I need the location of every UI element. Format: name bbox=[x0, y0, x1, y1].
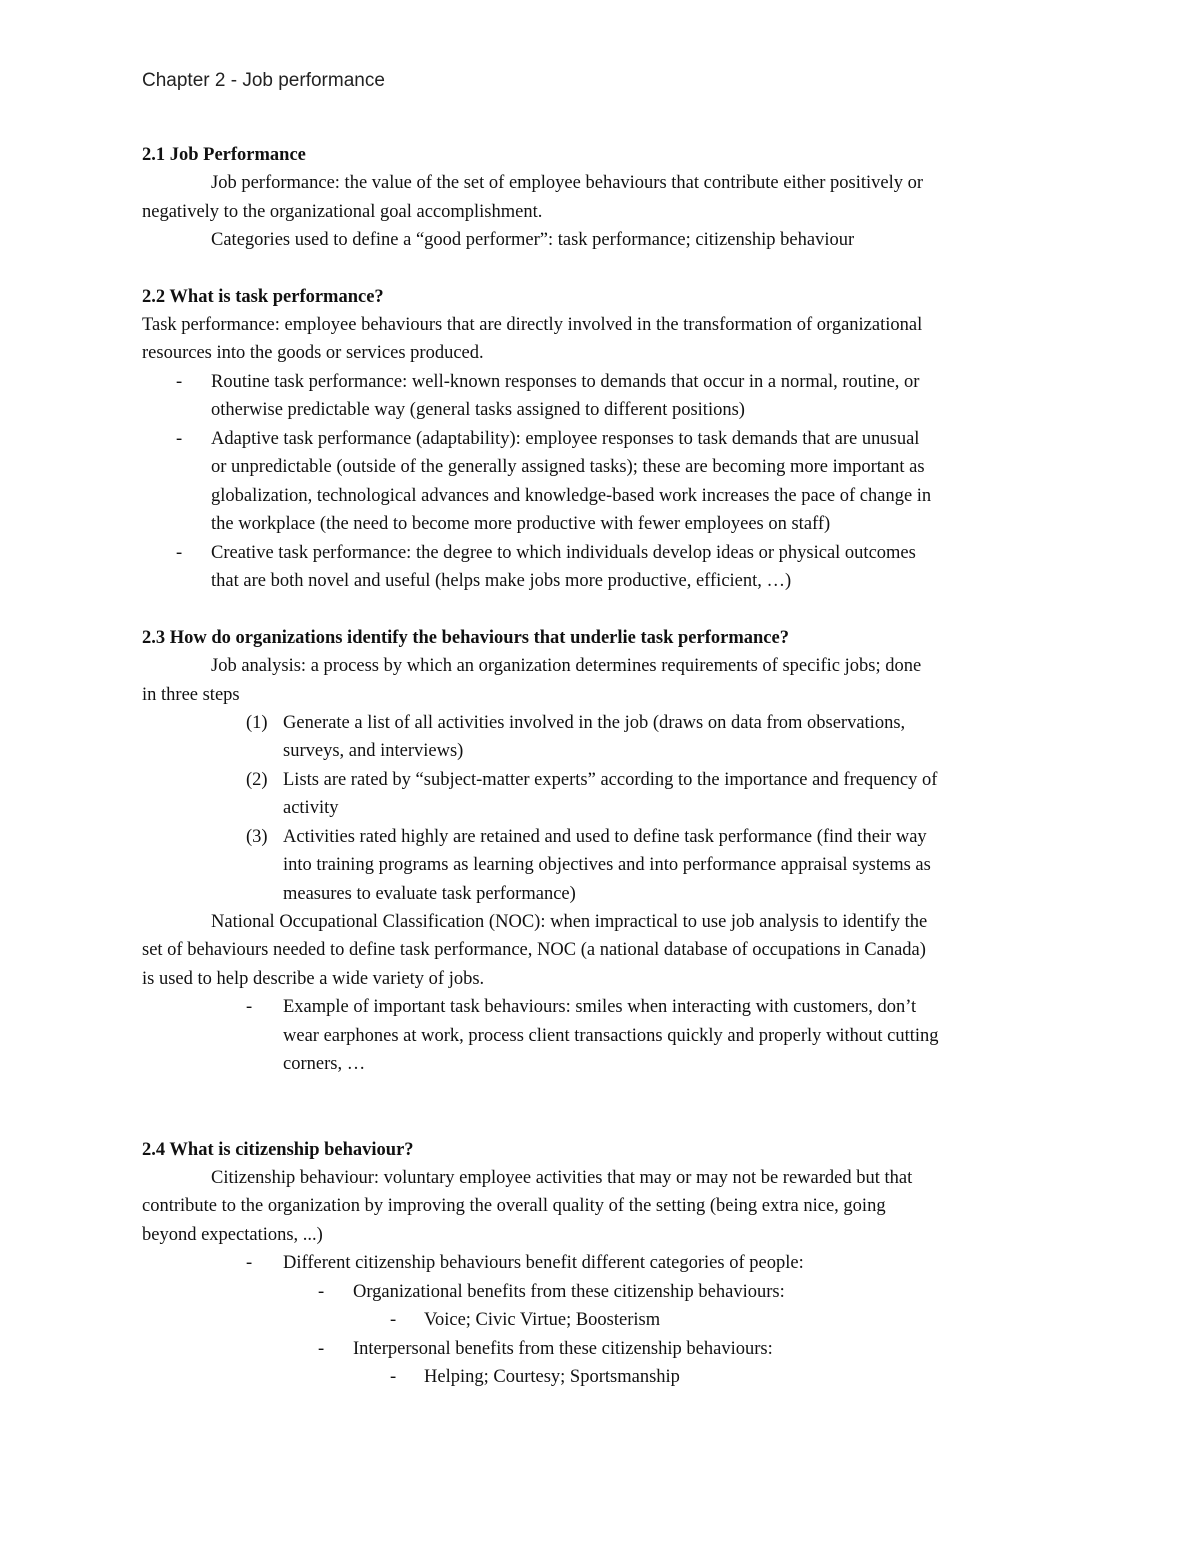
bullet-marker: - bbox=[390, 1367, 397, 1387]
bullet-marker: - bbox=[318, 1339, 325, 1359]
list-item-line: that are both novel and useful (helps make jobs more productive, efficient, …) bbox=[211, 571, 792, 591]
paragraph-line: is used to help describe a wide variety of jobs. bbox=[142, 969, 485, 989]
bullet-marker: - bbox=[176, 543, 183, 563]
page-header-title: Chapter 2 - Job performance bbox=[142, 70, 385, 91]
paragraph-line: in three steps bbox=[142, 685, 240, 705]
bullet-marker: - bbox=[318, 1282, 325, 1302]
list-item-line: Voice; Civic Virtue; Boosterism bbox=[424, 1310, 661, 1330]
paragraph-line: Categories used to define a “good performer”: task performance; citizenship behaviour bbox=[211, 230, 855, 250]
list-item-line: Generate a list of all activities involved in the job (draws on data from observations, bbox=[283, 713, 906, 733]
list-item-line: corners, … bbox=[283, 1054, 366, 1074]
list-item-line: Different citizenship behaviours benefit different categories of people: bbox=[283, 1253, 804, 1273]
paragraph-line: resources into the goods or services produced. bbox=[142, 343, 484, 363]
list-item-line: globalization, technological advances and knowledge-based work increases the pace of change in bbox=[211, 486, 932, 506]
list-item-line: Creative task performance: the degree to which individuals develop ideas or physical outcomes bbox=[211, 543, 916, 563]
list-item-line: Helping; Courtesy; Sportsmanship bbox=[424, 1367, 680, 1387]
list-item-line: Routine task performance: well-known responses to demands that occur in a normal, routine, or bbox=[211, 372, 920, 392]
paragraph-line: Citizenship behaviour: voluntary employee activities that may or may not be rewarded but that bbox=[211, 1168, 913, 1188]
numbered-marker: (3) bbox=[246, 827, 268, 847]
section-heading-2-1: 2.1 Job Performance bbox=[142, 145, 306, 165]
section-heading-2-2: 2.2 What is task performance? bbox=[142, 287, 384, 307]
numbered-marker: (1) bbox=[246, 713, 268, 733]
list-item-line: wear earphones at work, process client transactions quickly and properly without cutting bbox=[283, 1026, 939, 1046]
bullet-marker: - bbox=[176, 429, 183, 449]
list-item-line: Example of important task behaviours: smiles when interacting with customers, don’t bbox=[283, 997, 917, 1017]
list-item-line: Adaptive task performance (adaptability): employee responses to task demands that are unusual bbox=[211, 429, 920, 449]
bullet-marker: - bbox=[246, 997, 253, 1017]
list-item-line: activity bbox=[283, 798, 339, 818]
bullet-marker: - bbox=[390, 1310, 397, 1330]
list-item-line: otherwise predictable way (general tasks assigned to different positions) bbox=[211, 400, 745, 420]
bullet-marker: - bbox=[246, 1253, 253, 1273]
paragraph-line: National Occupational Classification (NOC): when impractical to use job analysis to identify the bbox=[211, 912, 928, 932]
list-item-line: Organizational benefits from these citizenship behaviours: bbox=[353, 1282, 785, 1302]
list-item-line: into training programs as learning objectives and into performance appraisal systems as bbox=[283, 855, 931, 875]
list-item-line: measures to evaluate task performance) bbox=[283, 884, 576, 904]
bullet-marker: - bbox=[176, 372, 183, 392]
paragraph-line: Job performance: the value of the set of employee behaviours that contribute either positively or bbox=[211, 173, 924, 193]
paragraph-line: negatively to the organizational goal accomplishment. bbox=[142, 202, 543, 222]
list-item-line: the workplace (the need to become more productive with fewer employees on staff) bbox=[211, 514, 831, 534]
paragraph-line: contribute to the organization by improving the overall quality of the setting (being extra nice, going bbox=[142, 1196, 886, 1216]
list-item-line: or unpredictable (outside of the generally assigned tasks); these are becoming more important as bbox=[211, 457, 925, 477]
paragraph-line: set of behaviours needed to define task performance, NOC (a national database of occupations in Canada) bbox=[142, 940, 926, 960]
paragraph-line: beyond expectations, ...) bbox=[142, 1225, 323, 1245]
list-item-line: Lists are rated by “subject-matter experts” according to the importance and frequency of bbox=[283, 770, 938, 790]
section-heading-2-4: 2.4 What is citizenship behaviour? bbox=[142, 1140, 414, 1160]
paragraph-line: Task performance: employee behaviours that are directly involved in the transformation of organizational bbox=[142, 315, 923, 335]
list-item-line: Interpersonal benefits from these citizenship behaviours: bbox=[353, 1339, 773, 1359]
list-item-line: Activities rated highly are retained and used to define task performance (find their way bbox=[283, 827, 927, 847]
paragraph-line: Job analysis: a process by which an organization determines requirements of specific jobs; done bbox=[211, 656, 922, 676]
list-item-line: surveys, and interviews) bbox=[283, 741, 464, 761]
section-heading-2-3: 2.3 How do organizations identify the behaviours that underlie task performance? bbox=[142, 628, 789, 648]
numbered-marker: (2) bbox=[246, 770, 268, 790]
